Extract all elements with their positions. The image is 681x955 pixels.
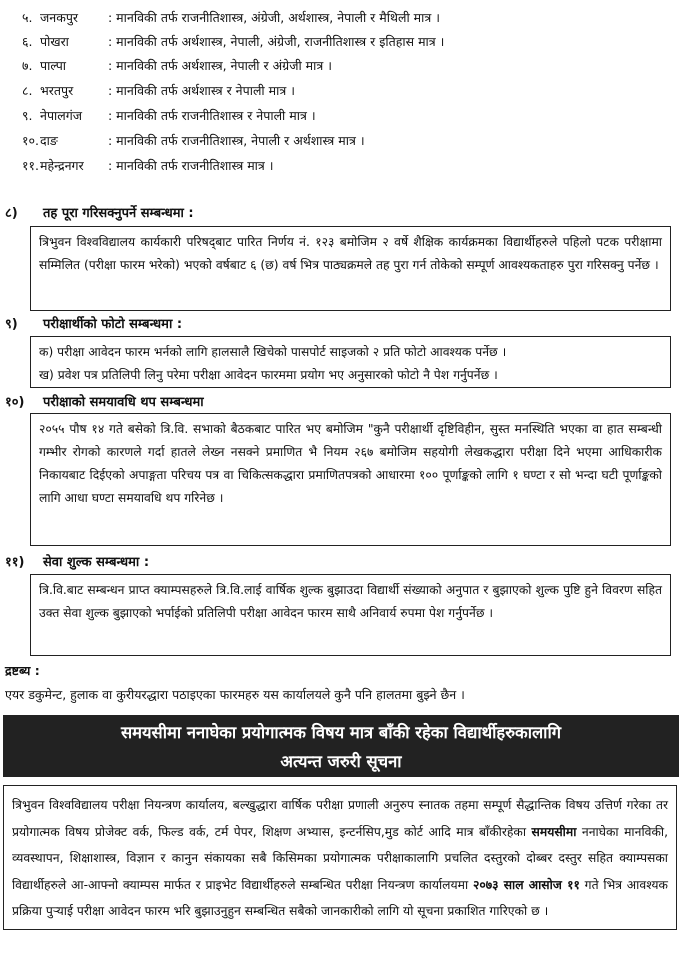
section-body-box	[30, 336, 671, 388]
campus-name: जनकपुर	[40, 10, 79, 25]
list-item	[0, 79, 681, 103]
section-body: त्रिभुवन विश्वविद्यालय कार्यकारी परिषद्‌बाट पारित निर्णय नं. १२३ बमोजिम २ वर्षे शैक्षिक कार्यक्रमका विद्यार्थीहरुले पहिलो पटक परीक्षामा सम्मिलित (परीक्षा फारम भरेको) भएको वर्षबाट ६ (छ) वर्ष भित्र पाठ्यक्रमले तह पुरा गर्न तोकेको सम्पूर्ण आवश्यकताहरु पुरा गरिसक्नु पर्नेछ ।	[39, 235, 662, 272]
list-item	[0, 54, 681, 78]
section-number: ८)	[5, 206, 18, 221]
section-line: क) परीक्षा आवेदन फारम भर्नको लागि हालसालै खिचेको पासपोर्ट साइजको २ प्रति फोटो आवश्यक पर्नेछ ।	[39, 345, 507, 359]
item-number: १०.	[22, 133, 39, 148]
item-number: ९.	[22, 108, 33, 123]
section-heading	[5, 392, 204, 414]
campus-subjects: : मानविकी तर्फ राजनीतिशास्त्र मात्र ।	[108, 158, 274, 173]
notice-text: गते भित्र आवश्यक प्रक्रिया पुऱ्याई परीक्षा आवेदन फारम भरि बुझाउनुहुन सम्बन्धित सबैको जानकारीको लागि यो सूचना प्रकाशित गारिएको छ ।	[12, 877, 668, 918]
section-number: ९)	[5, 317, 18, 332]
campus-subjects: : मानविकी तर्फ राजनीतिशास्त्र, अंग्रेजी, अर्थशास्त्र, नेपाली र मैथिली मात्र ।	[108, 10, 440, 25]
campus-subjects: : मानविकी तर्फ राजनीतिशास्त्र र नेपाली मात्र ।	[108, 108, 316, 123]
campus-name: भरतपुर	[40, 83, 74, 98]
item-number: ५.	[22, 10, 33, 25]
section-title: सेवा शुल्क सम्बन्धमा :	[43, 555, 150, 570]
notice-text: ननाघेका मानविकी, व्यवस्थापन, शिक्षाशास्त्र, विज्ञान र कानुन संकायका सबै किसिमका प्रयोगात्मक परीक्षाकालागि प्रचलित दस्तुरको दोब्बर दस्तुर सहित क्याम्पसका विद्यार्थीहरुले आ-आफ्नो क्याम्पस मार्फत र प्राइभेट विद्यार्थीहरुले सम्बन्धित परीक्षा नियन्त्रण कार्यालयमा	[12, 824, 668, 892]
section-number: ११)	[5, 555, 25, 570]
item-number: ६.	[22, 34, 33, 49]
notice-bold-date: २०७३ साल आसोज ११	[472, 877, 580, 892]
list-item	[0, 30, 681, 54]
section-body: २०५५ पौष १४ गते बसेको त्रि.वि. सभाको बैठकबाट पारित भए बमोजिम "कुनै परीक्षार्थी दृष्टिविहीन, सुस्त मनस्थिति भएका वा हात सम्बन्धी गम्भीर रोगको कारणले गर्दा हातले लेख्न नसक्ने प्रमाणित भै नियम २६७ बमोजिम सहयोगी लेखकद्धारा परीक्षा दिने भएमा आधिकारीक निकायबाट दिईएको अपाङ्गता परिचय पत्र वा चिकित्सकद्धारा प्रमाणितपत्रको आधारमा १०० पूर्णाङ्कको लागि १ घण्टा र सो भन्दा घटी पूर्णाङ्कको लागि आधा घण्टा समयावधि थप गरिनेछ ।	[39, 422, 662, 505]
list-item	[0, 104, 681, 128]
banner-line-2: अत्यन्त जरुरी सूचना	[280, 752, 402, 771]
campus-name: नेपालगंज	[40, 108, 83, 123]
section-body-box	[30, 226, 671, 311]
note-text: एयर डकुमेन्ट, हुलाक वा कुरीयरद्धारा पठाइएका फारमहरु यस कार्यालयले कुनै पनि हालतमा बुझ्ने छैन ।	[5, 687, 465, 702]
campus-subjects: : मानविकी तर्फ अर्थशास्त्र र नेपाली मात्र ।	[108, 83, 295, 98]
campus-name: महेन्द्रनगर	[40, 158, 84, 173]
section-heading	[5, 203, 194, 225]
notice-banner	[3, 715, 679, 777]
item-number: ७.	[22, 58, 33, 73]
section-body-box	[30, 574, 671, 656]
section-title: परीक्षाको समयावधि थप सम्बन्धमा	[43, 395, 204, 410]
section-title: तह पूरा गरिसक्नुपर्ने सम्बन्धमा :	[43, 206, 194, 221]
item-number: ११.	[22, 158, 39, 173]
item-number: ८.	[22, 83, 33, 98]
campus-name: पाल्पा	[40, 58, 67, 73]
campus-subjects: : मानविकी तर्फ अर्थशास्त्र, नेपाली र अंग्रेजी मात्र ।	[108, 58, 333, 73]
list-item	[0, 6, 681, 30]
banner-line-1: समयसीमा ननाघेका प्रयोगात्मक विषय मात्र बाँकी रहेका विद्यार्थीहरुकालागि	[120, 723, 562, 742]
campus-name: दाङ	[40, 133, 58, 148]
section-number: १०)	[5, 395, 25, 410]
section-line: ख) प्रवेश पत्र प्रतिलिपी लिनु परेमा परीक्षा आवेदन फारममा प्रयोग भए अनुसारको फोटो नै पेश गर्नुपर्नेछ ।	[39, 368, 498, 382]
section-heading	[5, 552, 149, 574]
campus-subjects: : मानविकी तर्फ अर्थशास्त्र, नेपाली, अंग्रेजी, राजनीतिशास्त्र र इतिहास मात्र ।	[108, 34, 445, 49]
section-body: त्रि.वि.बाट सम्बन्धन प्राप्त क्याम्पसहरुले त्रि.वि.लाई वार्षिक शुल्क बुझाउदा विद्यार्थी संख्याको अनुपात र बुझाएको शुल्क पुष्टि हुने विवरण सहित उक्त सेवा शुल्क बुझाएको भर्पाईको प्रतिलिपी परीक्षा आवेदन फारम साथै अनिवार्य रुपमा पेश गर्नुपर्नेछ ।	[39, 583, 662, 620]
notice-bold-deadline-label: समयसीमा	[531, 824, 577, 839]
list-item	[0, 129, 681, 153]
section-heading	[5, 314, 182, 336]
note-label: द्रष्टब्य :	[5, 663, 40, 678]
section-title: परीक्षार्थीको फोटो सम्बन्धमा :	[43, 317, 183, 332]
campus-subjects: : मानविकी तर्फ राजनीतिशास्त्र, नेपाली र अर्थशास्त्र मात्र ।	[108, 133, 365, 148]
section-body-box	[30, 413, 671, 546]
campus-name: पोखरा	[40, 34, 69, 49]
final-notice-box	[3, 785, 677, 930]
list-item	[0, 154, 681, 178]
notice-text: त्रिभुवन विश्वविद्यालय परीक्षा नियन्त्रण कार्यालय, बल्खुद्धारा वार्षिक परीक्षा प्रणाली अनुरुप स्नातक तहमा सम्पूर्ण सैद्धान्तिक विषय उत्तिर्ण गरेका तर प्रयोगात्मक विषय प्रोजेक्ट वर्क, फिल्ड वर्क, टर्म पेपर, शिक्षण अभ्यास, इन्टर्नसिप,मुड कोर्ट आदि मात्र बाँकीरहेका	[12, 798, 668, 839]
